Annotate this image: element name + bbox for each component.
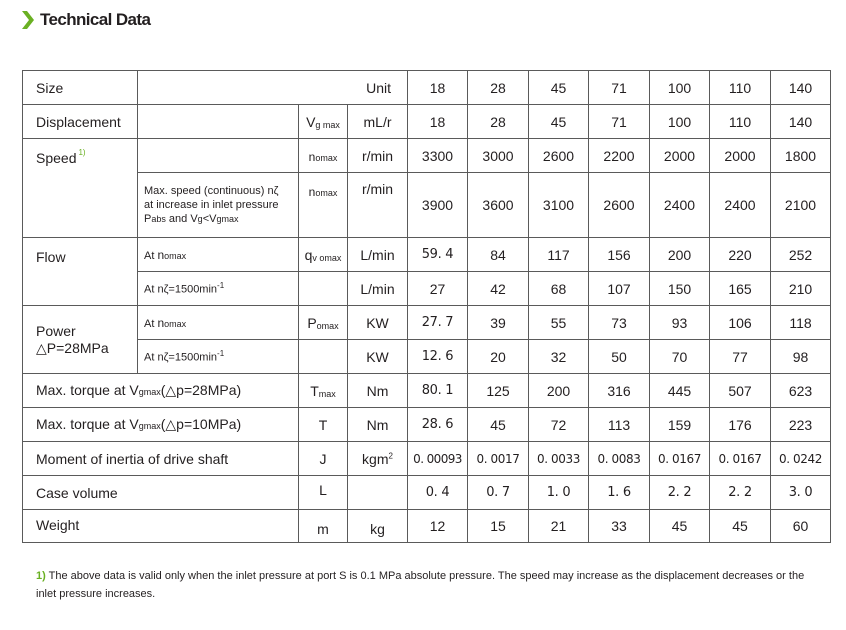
torque-28-symbol: Tmax: [299, 374, 348, 408]
cell: 107: [589, 272, 650, 306]
cell: 1. 0: [529, 476, 589, 510]
flow-unit: L/min: [348, 238, 408, 272]
displacement-unit: mL/r: [348, 105, 408, 139]
cell: 1. 6: [589, 476, 650, 510]
cell: 125: [468, 374, 529, 408]
cell: 0. 0017: [468, 442, 529, 476]
cell: 45: [529, 105, 589, 139]
cell: 2. 2: [650, 476, 710, 510]
cell: 72: [529, 408, 589, 442]
flow-row-1: [23, 238, 831, 272]
flow-label: Flow: [23, 238, 138, 306]
cell: 159: [650, 408, 710, 442]
empty-cell: [299, 272, 348, 306]
cell: 3000: [468, 139, 529, 173]
flow-desc-2: At $n\zeta=1500\min^{-1}$: [138, 272, 299, 306]
size-value: 140: [771, 71, 831, 105]
case-volume-row: [23, 476, 831, 510]
cell: 156: [589, 238, 650, 272]
cell: 2100: [771, 173, 831, 238]
empty-cell: [299, 340, 348, 374]
cell: 2600: [529, 139, 589, 173]
cell: 15: [468, 510, 529, 543]
cell: 33: [589, 510, 650, 543]
cell: 0. 00093: [408, 442, 468, 476]
displacement-row: [23, 105, 831, 139]
unit-label: Unit: [138, 71, 408, 105]
cell: 165: [710, 272, 771, 306]
footnote-text: The above data is valid only when the inlet pressure at port S is 0.1 MPa absolute pressure. The speed may increase as the displacement decreases or the inlet pressure increases.: [36, 570, 805, 600]
torque-28-unit: Nm: [348, 374, 408, 408]
case-volume-label: Case volume: [23, 476, 299, 510]
page-title: Technical Data: [40, 10, 151, 29]
weight-symbol: m: [299, 510, 348, 543]
torque-10-row: [23, 408, 831, 442]
flow-desc: At nomax: [138, 238, 299, 272]
speed-symbol: nomax: [299, 139, 348, 173]
cell: 2. 2: [710, 476, 771, 510]
cell: 20: [468, 340, 529, 374]
torque-28-label: Max. torque at Vgmax(△p=28MPa): [23, 374, 299, 408]
cell: 98: [771, 340, 831, 374]
speed-unit: r/min: [348, 139, 408, 173]
cell: 77: [710, 340, 771, 374]
torque-10-symbol: T: [299, 408, 348, 442]
displacement-label: Displacement: [23, 105, 138, 139]
cell: 210: [771, 272, 831, 306]
torque-28-row: [23, 374, 831, 408]
cell: 28: [468, 105, 529, 139]
cell: 176: [710, 408, 771, 442]
cell: 70: [650, 340, 710, 374]
cell: 73: [589, 306, 650, 340]
flow-row-2: [23, 272, 831, 306]
cell: 118: [771, 306, 831, 340]
cell: 316: [589, 374, 650, 408]
cell: 0. 0167: [710, 442, 771, 476]
cell: 140: [771, 105, 831, 139]
power-desc: At nomax: [138, 306, 299, 340]
power-row-2: [23, 340, 831, 374]
inertia-row: [23, 442, 831, 476]
cell: 0. 0167: [650, 442, 710, 476]
cell: 0. 7: [468, 476, 529, 510]
chevron-right-icon: [22, 11, 34, 29]
cell: 12. 6: [408, 340, 468, 374]
cell: 113: [589, 408, 650, 442]
cell: 12: [408, 510, 468, 543]
footnote: [36, 567, 816, 603]
cell: 39: [468, 306, 529, 340]
cell: 0. 0083: [589, 442, 650, 476]
case-volume-unit: [348, 476, 408, 510]
cell: 1800: [771, 139, 831, 173]
power-unit: KW: [348, 306, 408, 340]
cell: 507: [710, 374, 771, 408]
cell: 3300: [408, 139, 468, 173]
cell: 32: [529, 340, 589, 374]
cell: 200: [529, 374, 589, 408]
inertia-label: Moment of inertia of drive shaft: [23, 442, 299, 476]
size-value: 28: [468, 71, 529, 105]
cell: 3600: [468, 173, 529, 238]
cell: 68: [529, 272, 589, 306]
displacement-symbol: Vg max: [299, 105, 348, 139]
cell: 0. 4: [408, 476, 468, 510]
cell: 80. 1: [408, 374, 468, 408]
cell: 117: [529, 238, 589, 272]
cell: 2400: [650, 173, 710, 238]
cell: 445: [650, 374, 710, 408]
cell: 60: [771, 510, 831, 543]
cell: 223: [771, 408, 831, 442]
cell: 0. 0242: [771, 442, 831, 476]
cell: 2000: [710, 139, 771, 173]
flow-unit-2: L/min: [348, 272, 408, 306]
cell: 2600: [589, 173, 650, 238]
inertia-unit: kgm$^2$: [348, 442, 408, 476]
empty-cell: [138, 139, 299, 173]
empty-cell: [138, 105, 299, 139]
cell: 21: [529, 510, 589, 543]
speed-label: Speed $^{1)}$: [23, 139, 138, 238]
weight-row: [23, 510, 831, 543]
max-speed-symbol: nomax: [299, 173, 348, 238]
torque-10-unit: Nm: [348, 408, 408, 442]
cell: 55: [529, 306, 589, 340]
cell: 220: [710, 238, 771, 272]
technical-data-table: [22, 70, 831, 543]
section-title: [22, 8, 150, 32]
cell: 45: [468, 408, 529, 442]
cell: 27. 7: [408, 306, 468, 340]
size-value: 110: [710, 71, 771, 105]
cell: 2000: [650, 139, 710, 173]
cell: 2400: [710, 173, 771, 238]
cell: 150: [650, 272, 710, 306]
cell: 3. 0: [771, 476, 831, 510]
torque-10-label: Max. torque at Vgmax(△p=10MPa): [23, 408, 299, 442]
power-symbol: Pomax: [299, 306, 348, 340]
size-value: 100: [650, 71, 710, 105]
cell: 0. 0033: [529, 442, 589, 476]
speed-row-1: [23, 139, 831, 173]
power-row-1: [23, 306, 831, 340]
cell: 110: [710, 105, 771, 139]
max-speed-unit: r/min: [348, 173, 408, 238]
cell: 59. 4: [408, 238, 468, 272]
power-desc-2: At $n\zeta=1500\min^{-1}$: [138, 340, 299, 374]
cell: 45: [710, 510, 771, 543]
cell: 45: [650, 510, 710, 543]
size-row: [23, 71, 831, 105]
size-value: 45: [529, 71, 589, 105]
size-value: 18: [408, 71, 468, 105]
cell: 28. 6: [408, 408, 468, 442]
inertia-symbol: J: [299, 442, 348, 476]
cell: 3900: [408, 173, 468, 238]
flow-symbol: qv omax: [299, 238, 348, 272]
size-value: 71: [589, 71, 650, 105]
footnote-ref: 1): [78, 148, 86, 157]
cell: 100: [650, 105, 710, 139]
case-volume-symbol: L: [299, 476, 348, 510]
cell: 27: [408, 272, 468, 306]
cell: 71: [589, 105, 650, 139]
cell: 3100: [529, 173, 589, 238]
size-label: Size: [23, 71, 138, 105]
footnote-mark: 1): [36, 570, 46, 582]
cell: 18: [408, 105, 468, 139]
cell: 93: [650, 306, 710, 340]
weight-unit: kg: [348, 510, 408, 543]
cell: 623: [771, 374, 831, 408]
cell: 84: [468, 238, 529, 272]
cell: 252: [771, 238, 831, 272]
cell: 106: [710, 306, 771, 340]
cell: 50: [589, 340, 650, 374]
speed-row-2: [23, 173, 831, 238]
power-unit-2: KW: [348, 340, 408, 374]
weight-label: Weight: [23, 510, 299, 543]
power-label: Power △P=28MPa: [23, 306, 138, 374]
cell: 42: [468, 272, 529, 306]
cell: 2200: [589, 139, 650, 173]
cell: 200: [650, 238, 710, 272]
max-speed-description: Max. speed (continuous) nζ at increase in inlet pressure Pabs and Vg<Vgmax: [138, 173, 299, 238]
